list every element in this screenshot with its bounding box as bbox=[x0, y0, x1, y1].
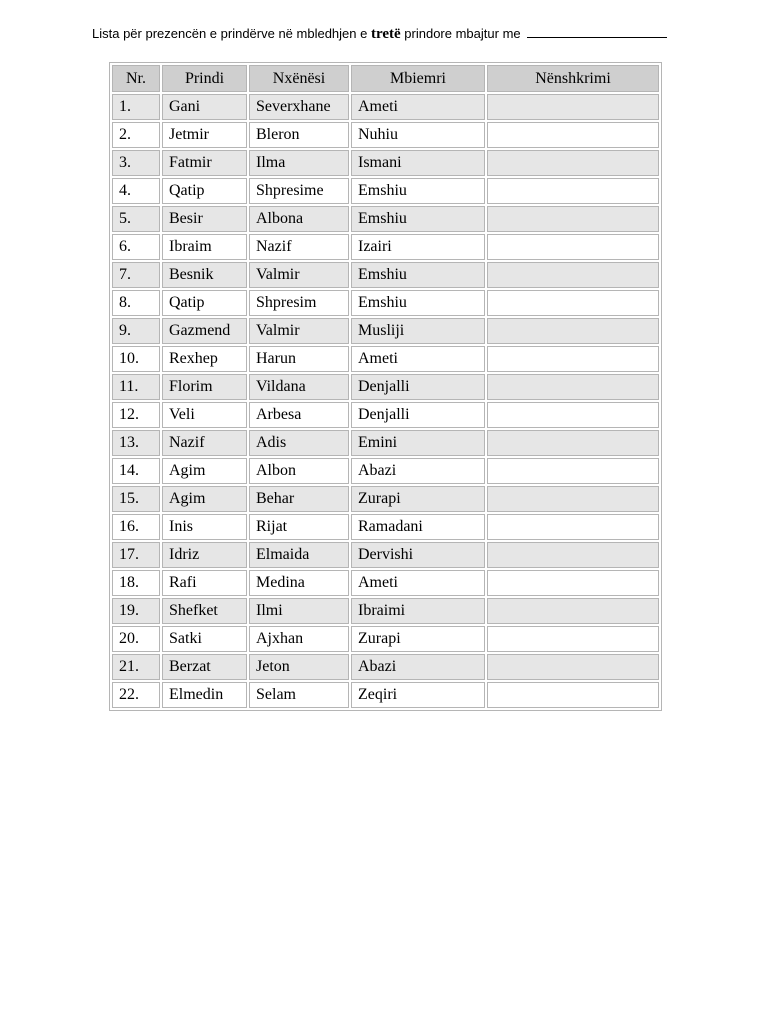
signature-cell[interactable] bbox=[487, 122, 659, 148]
parent-name: Qatip bbox=[162, 290, 247, 316]
surname: Ramadani bbox=[351, 514, 485, 540]
table-row bbox=[112, 514, 659, 540]
student-name: Bleron bbox=[249, 122, 349, 148]
parent-name: Shefket bbox=[162, 598, 247, 624]
parent-name: Inis bbox=[162, 514, 247, 540]
parent-name: Agim bbox=[162, 458, 247, 484]
student-name: Adis bbox=[249, 430, 349, 456]
row-number: 11. bbox=[112, 374, 160, 400]
row-number: 20. bbox=[112, 626, 160, 652]
signature-cell[interactable] bbox=[487, 542, 659, 568]
student-name: Vildana bbox=[249, 374, 349, 400]
table-row bbox=[112, 570, 659, 596]
table-row bbox=[112, 402, 659, 428]
row-number: 1. bbox=[112, 94, 160, 120]
student-name: Arbesa bbox=[249, 402, 349, 428]
parent-name: Jetmir bbox=[162, 122, 247, 148]
row-number: 12. bbox=[112, 402, 160, 428]
column-header-nr: Nr. bbox=[112, 65, 160, 92]
row-number: 17. bbox=[112, 542, 160, 568]
table-row bbox=[112, 234, 659, 260]
parent-name: Ibraim bbox=[162, 234, 247, 260]
table-row bbox=[112, 290, 659, 316]
parent-name: Nazif bbox=[162, 430, 247, 456]
student-name: Jeton bbox=[249, 654, 349, 680]
surname: Dervishi bbox=[351, 542, 485, 568]
parent-name: Rafi bbox=[162, 570, 247, 596]
parent-name: Gani bbox=[162, 94, 247, 120]
row-number: 21. bbox=[112, 654, 160, 680]
table-row bbox=[112, 682, 659, 708]
signature-cell[interactable] bbox=[487, 206, 659, 232]
row-number: 7. bbox=[112, 262, 160, 288]
surname: Musliji bbox=[351, 318, 485, 344]
surname: Emshiu bbox=[351, 262, 485, 288]
row-number: 15. bbox=[112, 486, 160, 512]
table-row bbox=[112, 430, 659, 456]
surname: Abazi bbox=[351, 654, 485, 680]
row-number: 6. bbox=[112, 234, 160, 260]
student-name: Selam bbox=[249, 682, 349, 708]
document-heading bbox=[92, 24, 732, 44]
table-header-row bbox=[112, 65, 659, 92]
signature-cell[interactable] bbox=[487, 458, 659, 484]
surname: Emshiu bbox=[351, 290, 485, 316]
surname: Denjalli bbox=[351, 402, 485, 428]
surname: Ameti bbox=[351, 94, 485, 120]
parent-name: Besir bbox=[162, 206, 247, 232]
date-blank-line[interactable] bbox=[527, 25, 667, 38]
surname: Ameti bbox=[351, 346, 485, 372]
student-name: Harun bbox=[249, 346, 349, 372]
signature-cell[interactable] bbox=[487, 94, 659, 120]
student-name: Rijat bbox=[249, 514, 349, 540]
parent-name: Rexhep bbox=[162, 346, 247, 372]
table-row bbox=[112, 542, 659, 568]
surname: Emshiu bbox=[351, 178, 485, 204]
parent-name: Agim bbox=[162, 486, 247, 512]
parent-name: Gazmend bbox=[162, 318, 247, 344]
column-header-prindi: Prindi bbox=[162, 65, 247, 92]
signature-cell[interactable] bbox=[487, 374, 659, 400]
student-name: Valmir bbox=[249, 262, 349, 288]
surname: Zurapi bbox=[351, 486, 485, 512]
surname: Zurapi bbox=[351, 626, 485, 652]
student-name: Elmaida bbox=[249, 542, 349, 568]
row-number: 13. bbox=[112, 430, 160, 456]
student-name: Valmir bbox=[249, 318, 349, 344]
student-name: Nazif bbox=[249, 234, 349, 260]
row-number: 10. bbox=[112, 346, 160, 372]
table-row bbox=[112, 122, 659, 148]
parent-name: Florim bbox=[162, 374, 247, 400]
table-row bbox=[112, 458, 659, 484]
parent-name: Berzat bbox=[162, 654, 247, 680]
signature-cell[interactable] bbox=[487, 570, 659, 596]
table-row bbox=[112, 318, 659, 344]
table-row bbox=[112, 150, 659, 176]
signature-cell[interactable] bbox=[487, 486, 659, 512]
surname: Denjalli bbox=[351, 374, 485, 400]
table-body bbox=[112, 94, 659, 708]
signature-cell[interactable] bbox=[487, 514, 659, 540]
surname: Zeqiri bbox=[351, 682, 485, 708]
heading-bold-word: tretë bbox=[370, 26, 401, 42]
column-header-nxenesi: Nxënësi bbox=[249, 65, 349, 92]
student-name: Albon bbox=[249, 458, 349, 484]
signature-cell[interactable] bbox=[487, 290, 659, 316]
parent-name: Idriz bbox=[162, 542, 247, 568]
table-row bbox=[112, 374, 659, 400]
signature-cell[interactable] bbox=[487, 234, 659, 260]
signature-cell[interactable] bbox=[487, 262, 659, 288]
row-number: 22. bbox=[112, 682, 160, 708]
table-row bbox=[112, 598, 659, 624]
signature-cell[interactable] bbox=[487, 178, 659, 204]
student-name: Ajxhan bbox=[249, 626, 349, 652]
row-number: 19. bbox=[112, 598, 160, 624]
signature-cell[interactable] bbox=[487, 682, 659, 708]
surname: Nuhiu bbox=[351, 122, 485, 148]
signature-cell[interactable] bbox=[487, 318, 659, 344]
surname: Ameti bbox=[351, 570, 485, 596]
row-number: 3. bbox=[112, 150, 160, 176]
attendance-table bbox=[109, 62, 662, 711]
row-number: 4. bbox=[112, 178, 160, 204]
signature-cell[interactable] bbox=[487, 430, 659, 456]
student-name: Shpresim bbox=[249, 290, 349, 316]
surname: Izairi bbox=[351, 234, 485, 260]
surname: Ibraimi bbox=[351, 598, 485, 624]
table-row bbox=[112, 206, 659, 232]
heading-prefix: Lista për prezencën e prindërve në mbledhjen e bbox=[92, 26, 368, 41]
student-name: Ilma bbox=[249, 150, 349, 176]
signature-cell[interactable] bbox=[487, 598, 659, 624]
parent-name: Fatmir bbox=[162, 150, 247, 176]
parent-name: Veli bbox=[162, 402, 247, 428]
surname: Ismani bbox=[351, 150, 485, 176]
row-number: 18. bbox=[112, 570, 160, 596]
row-number: 14. bbox=[112, 458, 160, 484]
table-row bbox=[112, 262, 659, 288]
table-row bbox=[112, 346, 659, 372]
parent-name: Elmedin bbox=[162, 682, 247, 708]
table-row bbox=[112, 178, 659, 204]
student-name: Shpresime bbox=[249, 178, 349, 204]
student-name: Behar bbox=[249, 486, 349, 512]
row-number: 2. bbox=[112, 122, 160, 148]
student-name: Medina bbox=[249, 570, 349, 596]
student-name: Severxhane bbox=[249, 94, 349, 120]
parent-name: Besnik bbox=[162, 262, 247, 288]
row-number: 5. bbox=[112, 206, 160, 232]
table-row bbox=[112, 654, 659, 680]
student-name: Ilmi bbox=[249, 598, 349, 624]
signature-cell[interactable] bbox=[487, 402, 659, 428]
parent-name: Qatip bbox=[162, 178, 247, 204]
signature-cell[interactable] bbox=[487, 626, 659, 652]
signature-cell[interactable] bbox=[487, 150, 659, 176]
column-header-nenshkrimi: Nënshkrimi bbox=[487, 65, 659, 92]
signature-cell[interactable] bbox=[487, 346, 659, 372]
heading-suffix: prindore mbajtur me bbox=[404, 26, 521, 41]
table-row bbox=[112, 626, 659, 652]
surname: Emini bbox=[351, 430, 485, 456]
parent-name: Satki bbox=[162, 626, 247, 652]
column-header-mbiemri: Mbiemri bbox=[351, 65, 485, 92]
row-number: 8. bbox=[112, 290, 160, 316]
student-name: Albona bbox=[249, 206, 349, 232]
row-number: 16. bbox=[112, 514, 160, 540]
table-row bbox=[112, 486, 659, 512]
table-row bbox=[112, 94, 659, 120]
surname: Abazi bbox=[351, 458, 485, 484]
row-number: 9. bbox=[112, 318, 160, 344]
signature-cell[interactable] bbox=[487, 654, 659, 680]
surname: Emshiu bbox=[351, 206, 485, 232]
